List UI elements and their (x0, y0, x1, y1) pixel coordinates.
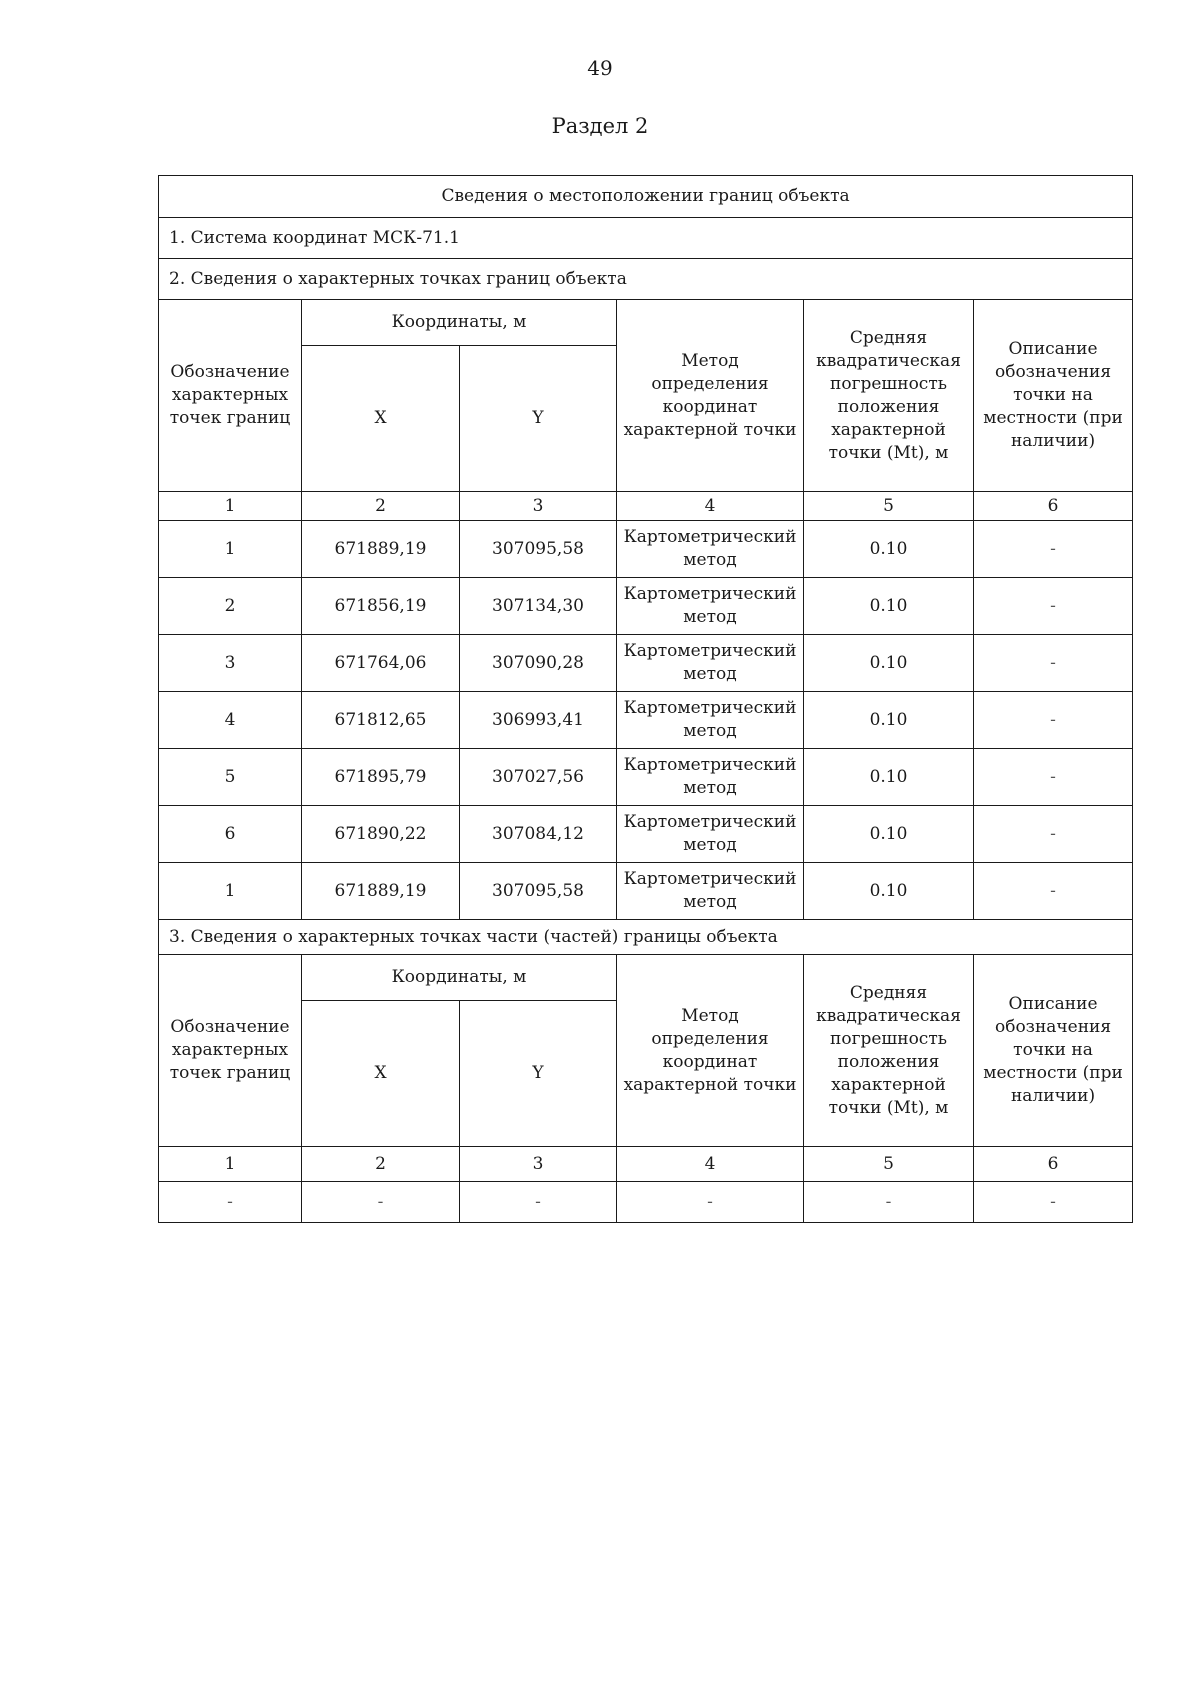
table-row (159, 1182, 1133, 1223)
description-cell: - (974, 863, 1133, 920)
point-cell: 5 (159, 749, 302, 806)
table-title: Сведения о местоположении границ объекта (159, 176, 1133, 218)
x-cell: - (302, 1182, 460, 1223)
header-designation: Обозначение характерных точек границ (159, 300, 302, 492)
column-number: 1 (159, 492, 302, 521)
error-cell: 0.10 (804, 692, 974, 749)
description-cell: - (974, 1182, 1133, 1223)
header-error: Средняя квадратическая погрешность положения характерной точки (Mt), м (804, 300, 974, 492)
y-cell: 307134,30 (460, 578, 617, 635)
table-row (159, 635, 1133, 692)
x-cell: 671895,79 (302, 749, 460, 806)
method-cell: Картометрический метод (617, 635, 804, 692)
y-cell: 307084,12 (460, 806, 617, 863)
method-cell: - (617, 1182, 804, 1223)
description-cell: - (974, 521, 1133, 578)
x-cell: 671764,06 (302, 635, 460, 692)
header-coords: Координаты, м (302, 300, 617, 346)
section3-title: 3. Сведения о характерных точках части (частей) границы объекта (159, 920, 1133, 955)
method-cell: Картометрический метод (617, 578, 804, 635)
header-x: X (302, 1001, 460, 1147)
column-number: 4 (617, 1147, 804, 1182)
description-cell: - (974, 749, 1133, 806)
column-number: 4 (617, 492, 804, 521)
y-cell: 307095,58 (460, 863, 617, 920)
method-cell: Картометрический метод (617, 749, 804, 806)
table-row (159, 578, 1133, 635)
page-number: 49 (587, 56, 613, 80)
column-number: 6 (974, 492, 1133, 521)
boundary-table (158, 175, 1133, 1223)
header-method: Метод определения координат характерной точки (617, 955, 804, 1147)
header-method: Метод определения координат характерной точки (617, 300, 804, 492)
section2-title: 2. Сведения о характерных точках границ объекта (159, 259, 1133, 300)
column-number: 5 (804, 1147, 974, 1182)
point-cell: - (159, 1182, 302, 1223)
x-cell: 671889,19 (302, 863, 460, 920)
column-number: 3 (460, 1147, 617, 1182)
point-cell: 3 (159, 635, 302, 692)
point-cell: 4 (159, 692, 302, 749)
table-row (159, 806, 1133, 863)
column-number: 6 (974, 1147, 1133, 1182)
method-cell: Картометрический метод (617, 692, 804, 749)
description-cell: - (974, 692, 1133, 749)
column-number: 5 (804, 492, 974, 521)
point-cell: 1 (159, 521, 302, 578)
column-number: 3 (460, 492, 617, 521)
description-cell: - (974, 635, 1133, 692)
error-cell: 0.10 (804, 578, 974, 635)
error-cell: - (804, 1182, 974, 1223)
table-row (159, 749, 1133, 806)
error-cell: 0.10 (804, 635, 974, 692)
y-cell: - (460, 1182, 617, 1223)
section-title: Раздел 2 (551, 114, 649, 138)
method-cell: Картометрический метод (617, 806, 804, 863)
point-cell: 2 (159, 578, 302, 635)
header-y: Y (460, 1001, 617, 1147)
description-cell: - (974, 806, 1133, 863)
y-cell: 307095,58 (460, 521, 617, 578)
header-x: X (302, 346, 460, 492)
header-description: Описание обозначения точки на местности (при наличии) (974, 300, 1133, 492)
header-y: Y (460, 346, 617, 492)
method-cell: Картометрический метод (617, 863, 804, 920)
table-row (159, 863, 1133, 920)
header-error: Средняя квадратическая погрешность положения характерной точки (Mt), м (804, 955, 974, 1147)
y-cell: 306993,41 (460, 692, 617, 749)
table-row (159, 692, 1133, 749)
x-cell: 671890,22 (302, 806, 460, 863)
column-number: 1 (159, 1147, 302, 1182)
header-description: Описание обозначения точки на местности (при наличии) (974, 955, 1133, 1147)
error-cell: 0.10 (804, 806, 974, 863)
x-cell: 671812,65 (302, 692, 460, 749)
error-cell: 0.10 (804, 863, 974, 920)
header-designation: Обозначение характерных точек границ (159, 955, 302, 1147)
column-number: 2 (302, 1147, 460, 1182)
point-cell: 6 (159, 806, 302, 863)
method-cell: Картометрический метод (617, 521, 804, 578)
y-cell: 307090,28 (460, 635, 617, 692)
point-cell: 1 (159, 863, 302, 920)
header-coords: Координаты, м (302, 955, 617, 1001)
error-cell: 0.10 (804, 749, 974, 806)
column-number: 2 (302, 492, 460, 521)
coord-system: 1. Система координат МСК-71.1 (159, 218, 1133, 259)
table-row (159, 521, 1133, 578)
x-cell: 671889,19 (302, 521, 460, 578)
y-cell: 307027,56 (460, 749, 617, 806)
x-cell: 671856,19 (302, 578, 460, 635)
description-cell: - (974, 578, 1133, 635)
error-cell: 0.10 (804, 521, 974, 578)
